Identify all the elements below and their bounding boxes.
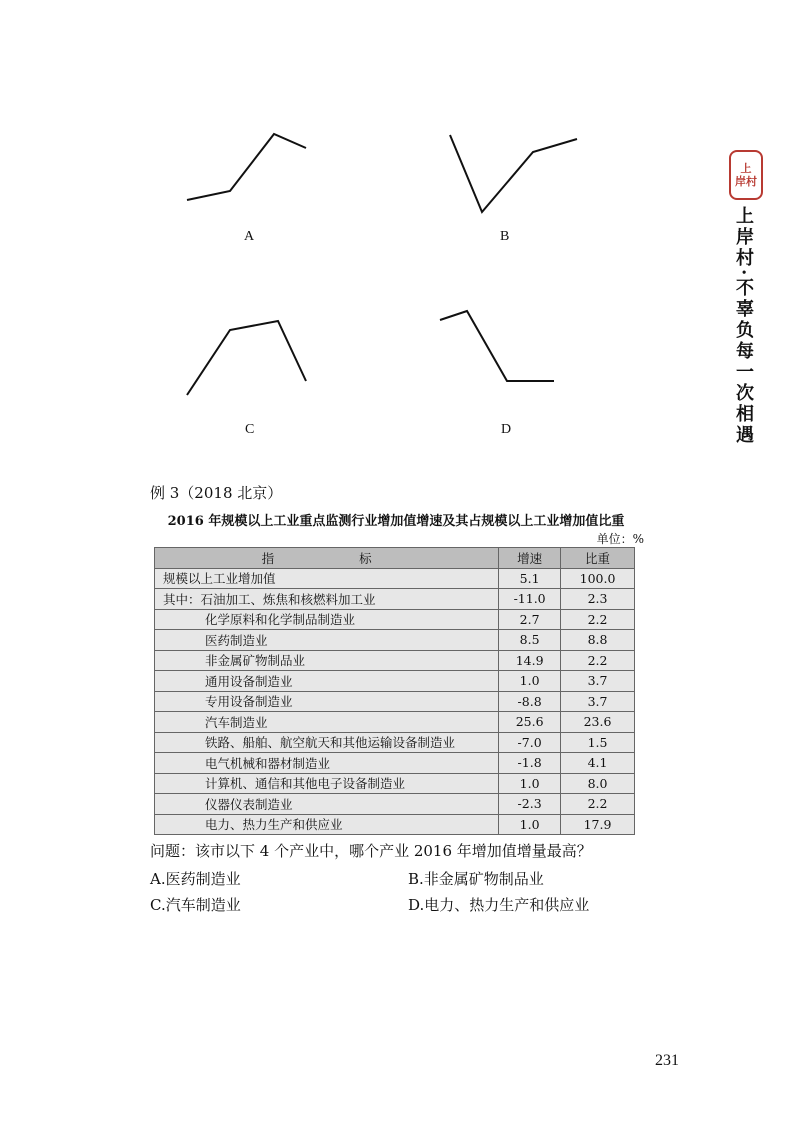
row-share: 3.7	[561, 671, 635, 692]
brand-seal	[729, 150, 763, 200]
row-name: 化学原料和化学制品制造业	[155, 609, 499, 630]
row-growth: 8.5	[499, 630, 561, 651]
header-share: 比重	[561, 548, 635, 569]
figure-d-line	[440, 311, 554, 381]
row-growth: 1.0	[499, 773, 561, 794]
row-name: 铁路、船舶、航空航天和其他运输设备制造业	[155, 732, 499, 753]
row-name: 汽车制造业	[155, 712, 499, 733]
figure-label-a: A	[244, 229, 255, 244]
row-name: 仪器仪表制造业	[155, 794, 499, 815]
row-name: 其中：石油加工、炼焦和核燃料加工业	[155, 589, 499, 610]
row-name: 电力、热力生产和供应业	[155, 814, 499, 835]
row-growth: -7.0	[499, 732, 561, 753]
figure-label-c: C	[245, 422, 255, 437]
option-d: D.电力、热力生产和供应业	[408, 896, 590, 914]
table-row	[155, 671, 635, 692]
table-row	[155, 753, 635, 774]
row-share: 23.6	[561, 712, 635, 733]
row-growth: -11.0	[499, 589, 561, 610]
industry-table	[154, 547, 635, 835]
seal-line-2: 岸村	[735, 175, 757, 188]
table-row	[155, 691, 635, 712]
row-name: 规模以上工业增加值	[155, 568, 499, 589]
table-unit: 单位：%	[596, 532, 644, 546]
line-figures	[0, 0, 800, 460]
row-share: 3.7	[561, 691, 635, 712]
row-growth: -1.8	[499, 753, 561, 774]
row-growth: 14.9	[499, 650, 561, 671]
header-indicator: 指 标	[155, 548, 499, 569]
table-row	[155, 568, 635, 589]
header-growth: 增速	[499, 548, 561, 569]
figure-label-d: D	[501, 422, 512, 437]
row-growth: -8.8	[499, 691, 561, 712]
figure-a-line	[187, 134, 306, 200]
row-name: 电气机械和器材制造业	[155, 753, 499, 774]
option-b: B.非金属矿物制品业	[408, 870, 544, 888]
figure-label-b: B	[500, 229, 510, 244]
table-row	[155, 609, 635, 630]
table-row	[155, 773, 635, 794]
brand-slogan: 上岸村·不辜负每一次相遇	[733, 206, 754, 447]
row-name: 非金属矿物制品业	[155, 650, 499, 671]
table-row	[155, 650, 635, 671]
row-share: 8.0	[561, 773, 635, 794]
option-a: A.医药制造业	[150, 870, 241, 888]
table-title: 2016 年规模以上工业重点监测行业增加值增速及其占规模以上工业增加值比重	[167, 514, 625, 529]
example-title: 例 3（2018 北京）	[150, 484, 283, 502]
row-growth: 1.0	[499, 671, 561, 692]
row-share: 2.2	[561, 650, 635, 671]
row-growth: 5.1	[499, 568, 561, 589]
table-row	[155, 794, 635, 815]
row-share: 1.5	[561, 732, 635, 753]
row-name: 通用设备制造业	[155, 671, 499, 692]
table-header-row	[155, 548, 635, 569]
row-share: 4.1	[561, 753, 635, 774]
option-c: C.汽车制造业	[150, 896, 241, 914]
row-share: 17.9	[561, 814, 635, 835]
row-growth: 2.7	[499, 609, 561, 630]
row-share: 8.8	[561, 630, 635, 651]
row-name: 计算机、通信和其他电子设备制造业	[155, 773, 499, 794]
question-text: 问题：该市以下 4 个产业中，哪个产业 2016 年增加值增量最高？	[150, 842, 592, 860]
seal-line-1: 上	[740, 162, 752, 175]
row-share: 2.2	[561, 609, 635, 630]
figure-b-line	[450, 135, 577, 212]
row-share: 2.2	[561, 794, 635, 815]
table-row	[155, 630, 635, 651]
table-row	[155, 732, 635, 753]
row-name: 专用设备制造业	[155, 691, 499, 712]
table-row	[155, 589, 635, 610]
table-row	[155, 712, 635, 733]
row-growth: -2.3	[499, 794, 561, 815]
table-row	[155, 814, 635, 835]
row-growth: 25.6	[499, 712, 561, 733]
figure-c-line	[187, 321, 306, 395]
row-name: 医药制造业	[155, 630, 499, 651]
row-growth: 1.0	[499, 814, 561, 835]
row-share: 100.0	[561, 568, 635, 589]
row-share: 2.3	[561, 589, 635, 610]
page-number: 231	[655, 1052, 679, 1069]
